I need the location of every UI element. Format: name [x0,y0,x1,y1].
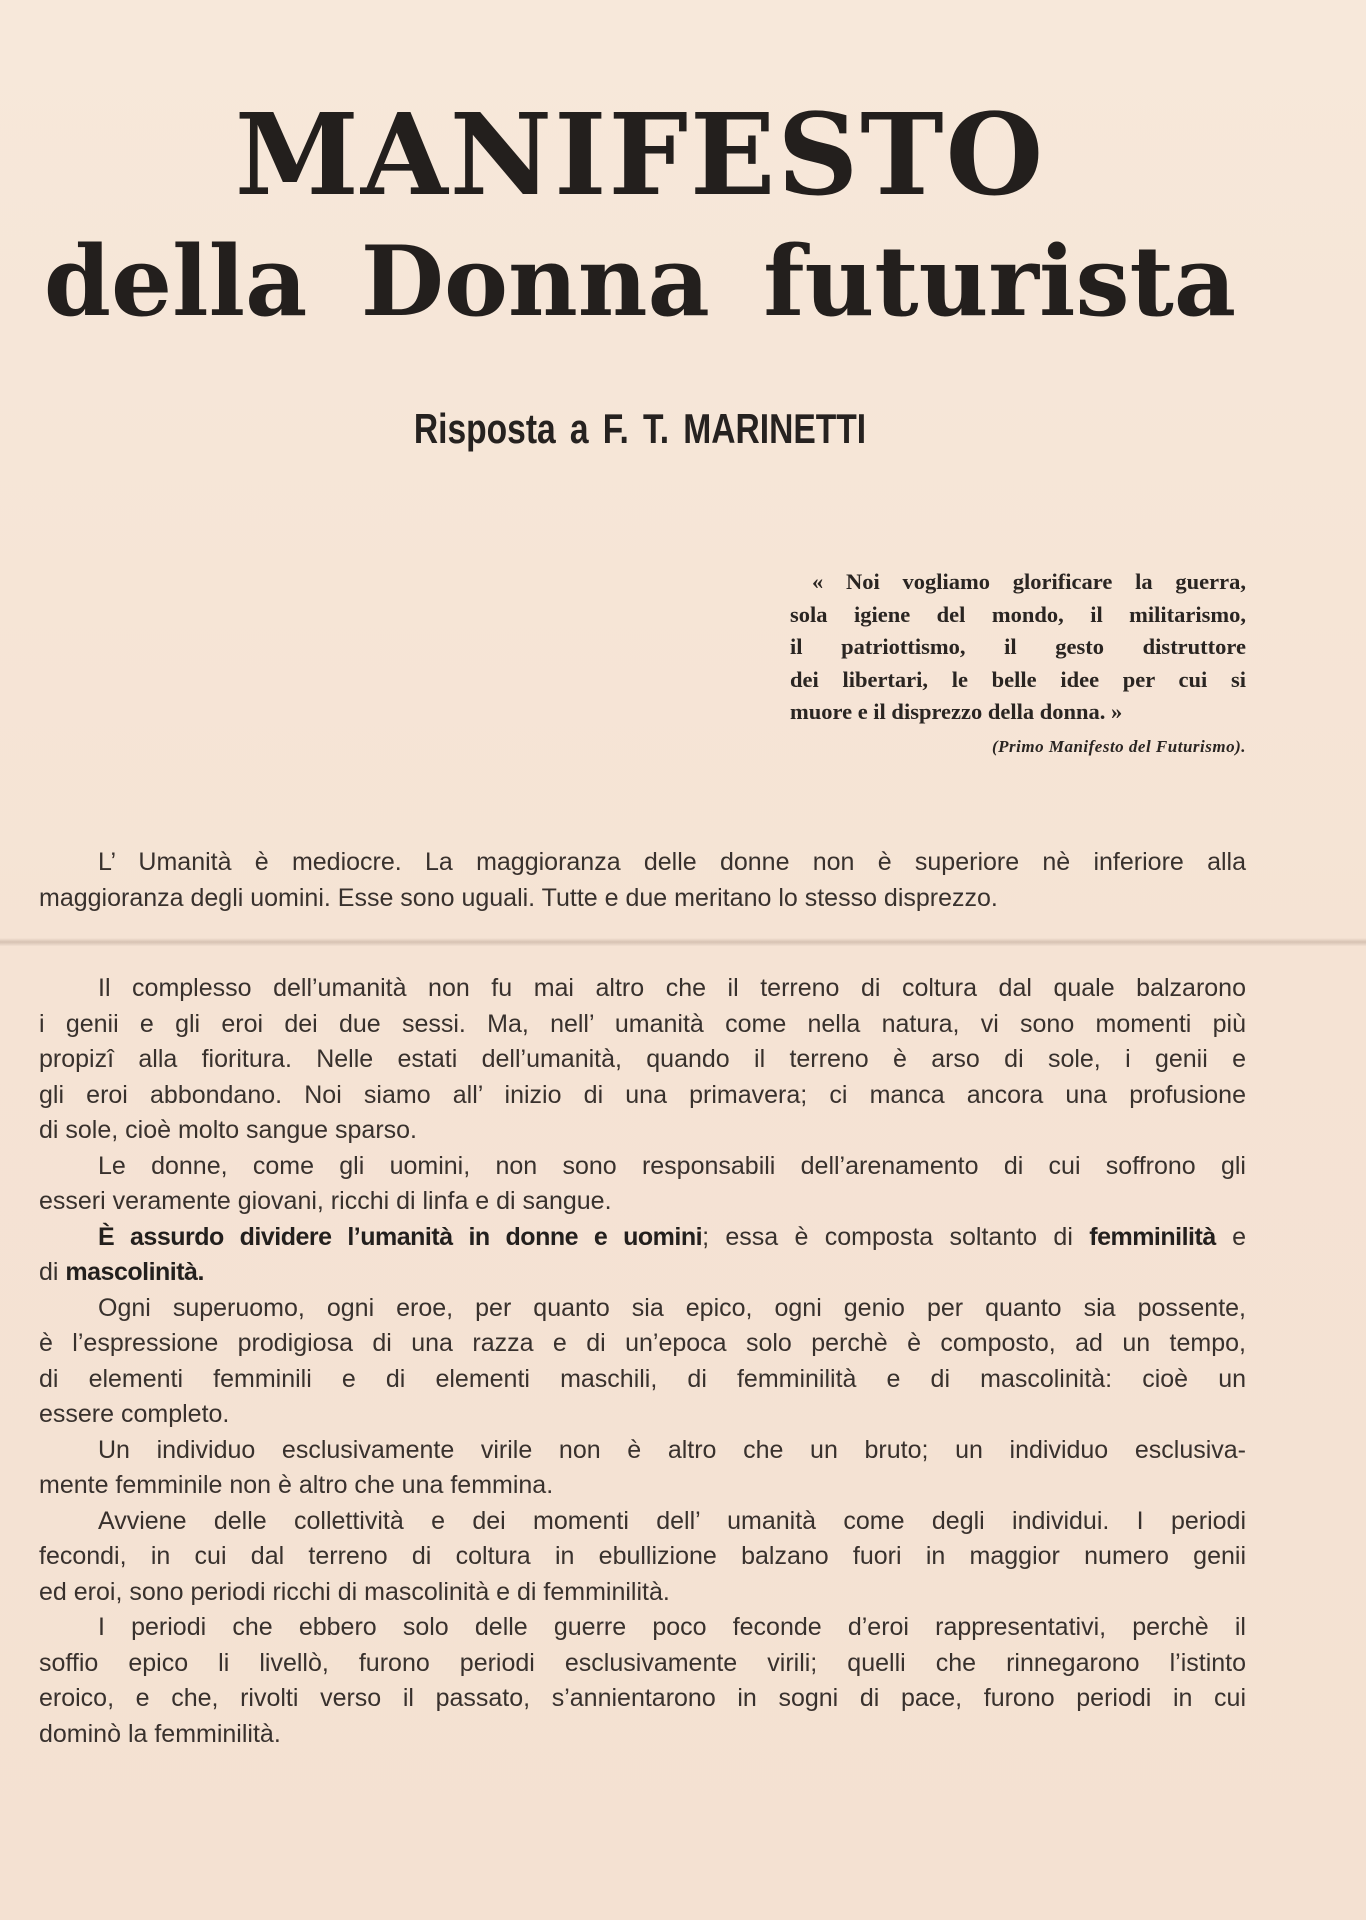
text-line [39,1291,1246,1327]
text-segment: fecondi, in cui dal terreno di coltura in ebullizione balzano fuori in maggior numero genii [39,1542,1246,1570]
text-segment: maggioranza degli uomini. Esse sono uguali. Tutte e due meritano lo stesso disprezzo. [39,883,998,912]
bold-text: È assurdo dividere l’umanità in donne e uomini [98,1222,703,1251]
body-text [39,971,1246,1752]
paragraph [39,971,1246,1149]
text-line [39,1646,1246,1682]
text-segment: di sole, cioè molto sangue sparso. [39,1116,417,1144]
text-segment: Il complesso dell’umanità non fu mai altro che il terreno di coltura dal quale balzarono [98,974,1246,1002]
text-line [39,1681,1246,1717]
text-line [39,845,1246,881]
text-segment: i genii e gli eroi dei due sessi. Ma, nell’ umanità come nella natura, vi sono momenti più [39,1009,1246,1038]
paper-fold-crease [0,938,1366,946]
text-line [39,1433,1246,1469]
epigraph-line: sola igiene del mondo, il militarismo, [790,601,1246,627]
text-line [39,1184,1246,1220]
manifesto-subtitle: Risposta a F. T. MARINETTI [413,405,867,452]
text-line [39,1362,1246,1398]
paragraph [39,1504,1246,1611]
text-segment: di elementi femminili e di elementi maschili, di femminilità e di mascolinità: cioè un [39,1364,1246,1393]
text-line [39,1504,1246,1540]
text-line [39,1717,1246,1753]
manifesto-title-subline: della Donna futurista [43,225,1237,338]
paragraph [39,1291,1246,1433]
epigraph-line: dei libertari, le belle idee per cui si [790,666,1246,692]
text-line [39,1113,1246,1149]
text-segment: eroico, e che, rivolti verso il passato, s’annientarono in sogni di pace, furono periodi in cui [39,1684,1246,1712]
text-line [39,1539,1246,1575]
text-segment: soffio epico li livellò, furono periodi esclusivamente virili; quelli che rinnegarono l’istinto [39,1648,1246,1677]
text-line [39,1149,1246,1185]
text-line [39,881,1246,917]
text-segment: esseri veramente giovani, ricchi di linfa e di sangue. [39,1187,612,1215]
text-segment: ed eroi, sono periodi ricchi di mascolinità e di femminilità. [39,1577,670,1606]
text-segment: Un individuo esclusivamente virile non è altro che un bruto; un individuo esclusiva- [98,1435,1246,1464]
text-segment: è l’espressione prodigiosa di una razza e di un’epoca solo perchè è composto, ad un tempo, [39,1329,1246,1357]
paragraph [39,1433,1246,1504]
text-segment: ; essa è composta soltanto di [702,1222,1090,1251]
epigraph-line: il patriottismo, il gesto distruttore [790,634,1246,659]
text-line [39,1397,1246,1433]
bold-text: mascolinità. [65,1258,204,1286]
text-segment: dominò la femminilità. [39,1719,281,1748]
text-segment: Ogni superuomo, ogni eroe, per quanto sia epico, ogni genio per quanto sia possente, [98,1293,1246,1322]
epigraph-line: « Noi vogliamo glorificare la guerra, [812,569,1246,594]
text-line [39,1468,1246,1504]
bold-text: femminilità [1089,1222,1216,1251]
intro-paragraph [39,845,1246,916]
paragraph [39,1610,1246,1752]
text-line [39,1007,1246,1043]
text-segment: e [1215,1222,1246,1251]
text-segment: I periodi che ebbero solo delle guerre poco feconde d’eroi rappresentativi, perchè il [98,1613,1246,1641]
epigraph-line: muore e il disprezzo della donna. » [790,699,1123,724]
text-segment: Avviene delle collettività e dei momenti dell’ umanità come degli individui. I periodi [98,1506,1246,1535]
text-segment: di [39,1258,66,1286]
text-line [39,1255,1246,1291]
text-segment: propizî alla fioritura. Nelle estati dell’umanità, quando il terreno è arso di sole, i genii e [39,1045,1246,1073]
epigraph-source: (Primo Manifesto del Futurismo). [991,736,1246,756]
paragraph [39,1220,1246,1291]
epigraph-quote [790,566,1246,763]
text-line [39,1220,1246,1256]
text-segment: gli eroi abbondano. Noi siamo all’ inizio di una primavera; ci manca ancora una profusione [39,1080,1246,1109]
text-line [39,1610,1246,1646]
manifesto-title: MANIFESTO [234,90,1046,221]
text-segment: L’ Umanità è mediocre. La maggioranza delle donne non è superiore nè inferiore alla [98,848,1246,876]
text-line [39,1326,1246,1362]
text-line [39,1042,1246,1078]
text-line [39,1575,1246,1611]
text-segment: mente femminile non è altro che una femmina. [39,1471,554,1499]
text-segment: essere completo. [39,1400,230,1428]
text-segment: Le donne, come gli uomini, non sono responsabili dell’arenamento di cui soffrono gli [98,1151,1246,1180]
paragraph [39,1149,1246,1220]
text-line [39,971,1246,1007]
text-line [39,1078,1246,1114]
